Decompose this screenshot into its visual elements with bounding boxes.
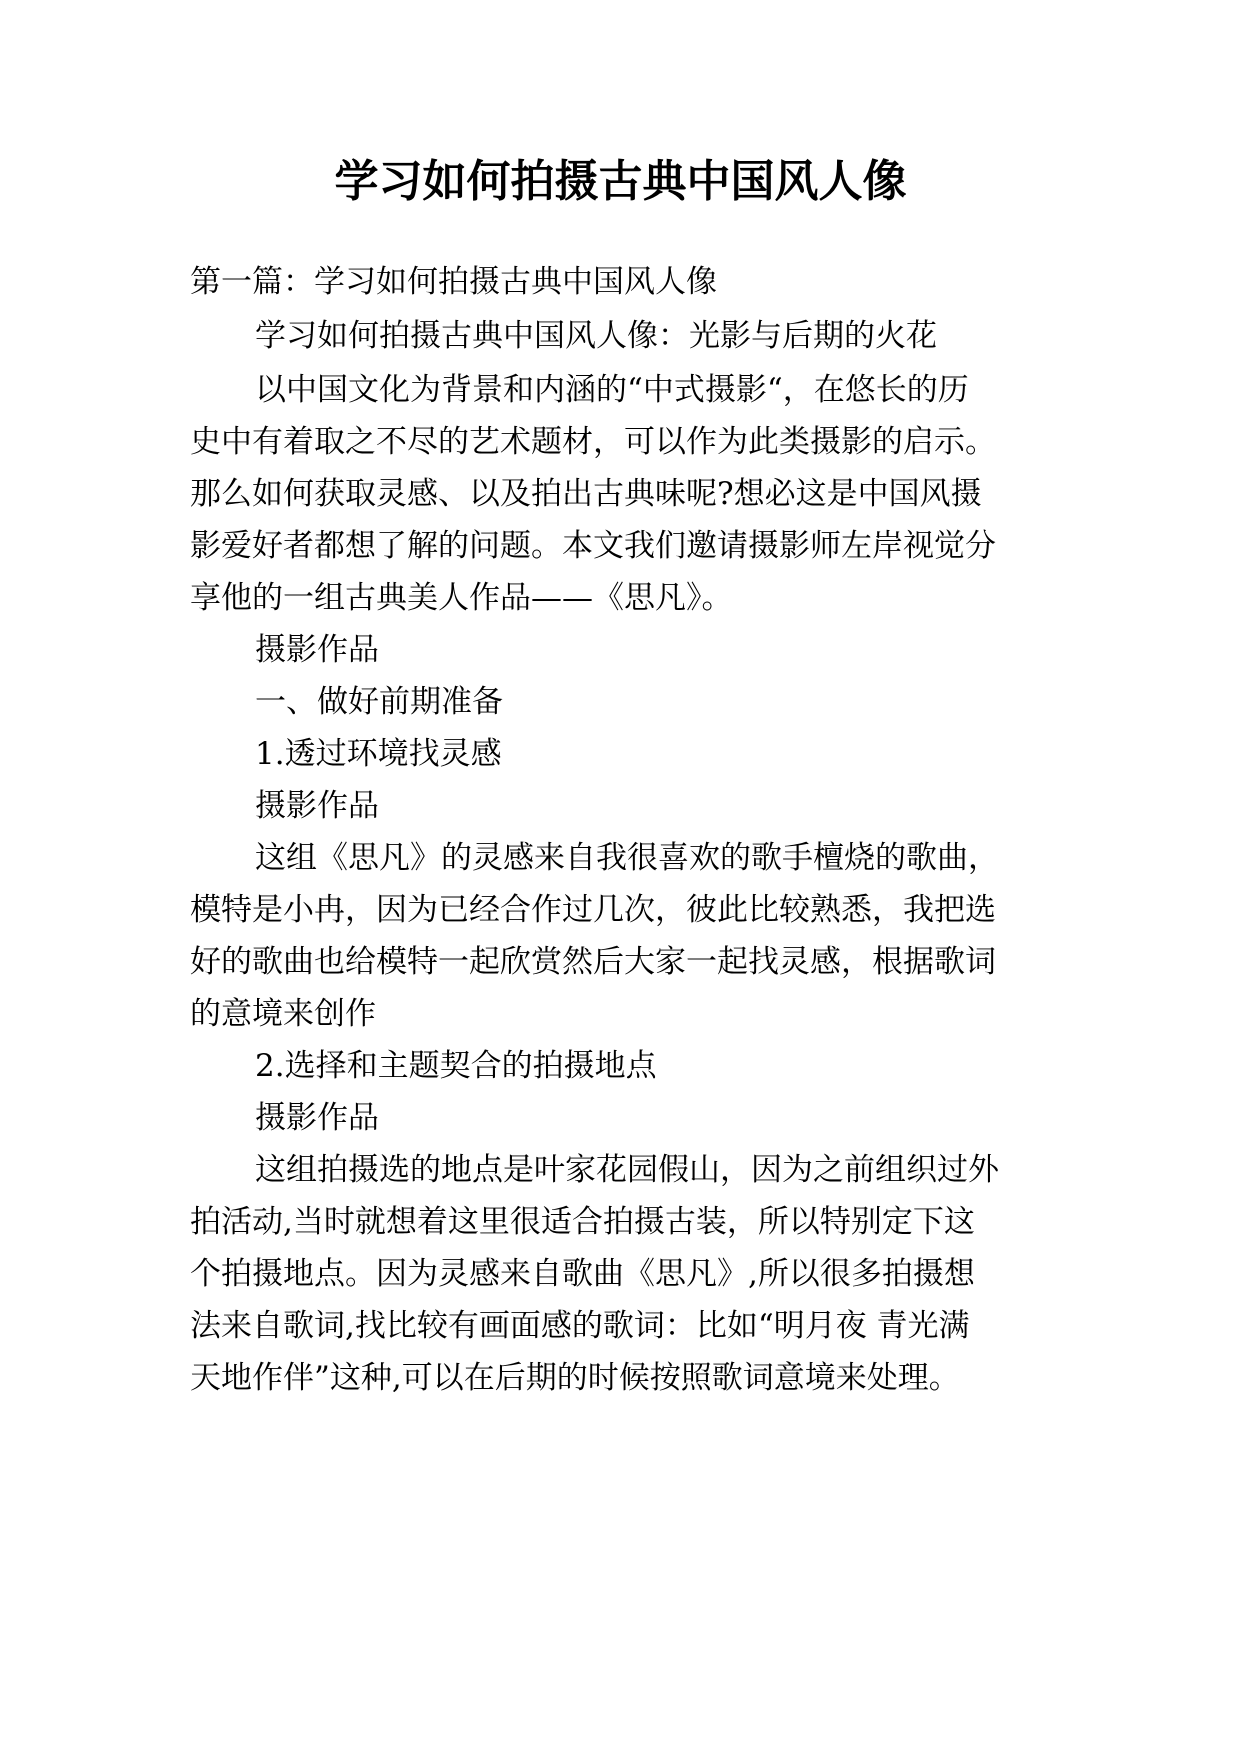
paragraph-line: 个拍摄地点。因为灵感来自歌曲《思凡》,所以很多拍摄想	[190, 1256, 975, 1292]
photo-caption: 摄影作品	[255, 1100, 379, 1136]
paragraph-line: 这组拍摄选的地点是叶家花园假山，因为之前组织过外	[255, 1152, 999, 1188]
photo-caption: 摄影作品	[255, 632, 379, 668]
numbered-heading: 1.透过环境找灵感	[255, 736, 502, 772]
paragraph-line: 影爱好者都想了解的问题。本文我们邀请摄影师左岸视觉分	[190, 528, 996, 564]
paragraph-line: 以中国文化为背景和内涵的“中式摄影“，在悠长的历	[255, 372, 969, 408]
paragraph-line: 这组《思凡》的灵感来自我很喜欢的歌手檀烧的歌曲，	[255, 840, 999, 876]
article-subtitle: 学习如何拍摄古典中国风人像：光影与后期的火花	[255, 318, 937, 354]
paragraph-line: 天地作伴”这种,可以在后期的时候按照歌词意境来处理。	[190, 1360, 960, 1396]
numbered-heading: 2.选择和主题契合的拍摄地点	[255, 1048, 657, 1084]
photo-caption: 摄影作品	[255, 788, 379, 824]
paragraph-line: 法来自歌词,找比较有画面感的歌词：比如“明月夜 青光满	[190, 1308, 970, 1344]
paragraph-line: 史中有着取之不尽的艺术题材，可以作为此类摄影的启示。	[190, 424, 996, 460]
section-heading: 第一篇：学习如何拍摄古典中国风人像	[190, 264, 717, 300]
paragraph-line: 那么如何获取灵感、以及拍出古典味呢?想必这是中国风摄	[190, 476, 982, 512]
paragraph-line: 好的歌曲也给模特一起欣赏然后大家一起找灵感，根据歌词	[190, 944, 996, 980]
subsection-heading: 一、做好前期准备	[255, 684, 503, 720]
paragraph-line: 拍活动,当时就想着这里很适合拍摄古装，所以特别定下这	[190, 1204, 975, 1240]
paragraph-line: 的意境来创作	[190, 996, 376, 1032]
document-title: 学习如何拍摄古典中国风人像	[334, 156, 907, 207]
paragraph-line: 模特是小冉，因为已经合作过几次，彼此比较熟悉，我把选	[190, 892, 996, 928]
paragraph-line: 享他的一组古典美人作品——《思凡》。	[190, 580, 733, 616]
